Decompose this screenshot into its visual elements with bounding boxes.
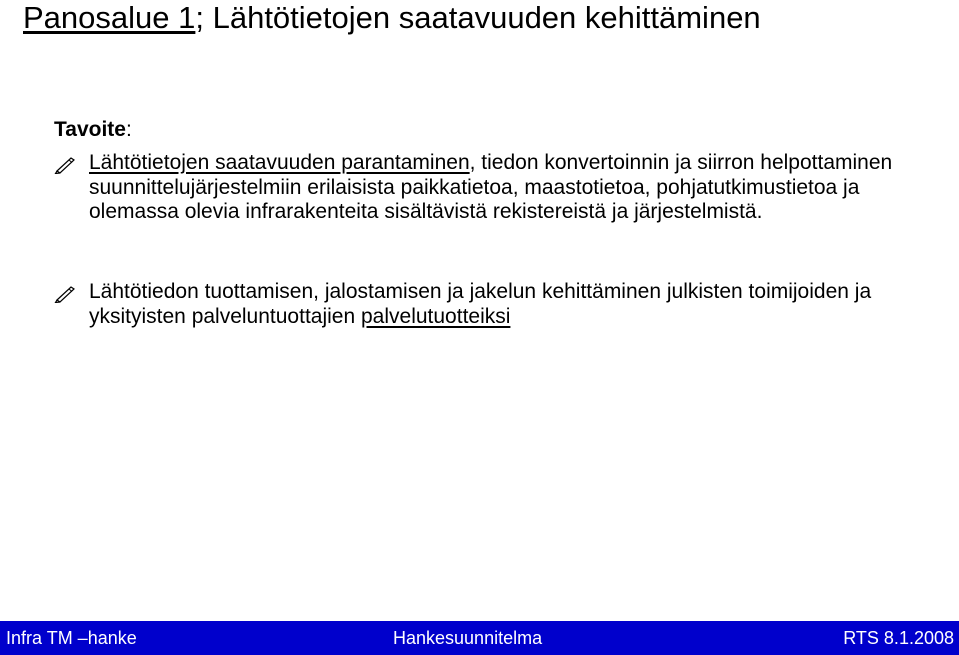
footer-project-name: Infra TM –hanke: [6, 628, 137, 648]
bullet-1-rest: , tiedon konvertoinnin ja siirron helpottaminen suunnittelujärjestelmiin erilaisista paikkatietoa, maastotietoa, pohjatutkimustietoa ja olemassa olevia infrarakenteita sisältävistä rekistereistä ja järjestelmistä.: [89, 151, 893, 223]
title-rest: ; Lähtötietojen saatavuuden kehittäminen: [195, 0, 761, 35]
goal-colon: :: [125, 118, 132, 141]
footer-document-name: Hankesuunnitelma: [393, 628, 543, 648]
pen-bullet-icon: [54, 285, 76, 303]
bullet-2-underlined: palvelutuotteiksi: [361, 304, 511, 328]
slide-title: [23, 0, 761, 36]
pen-bullet-icon: [54, 156, 76, 174]
bullet-item-2: [54, 280, 944, 329]
title-underlined-part: Panosalue 1: [23, 0, 196, 35]
bullet-item-1: [54, 151, 944, 225]
footer-author-date: RTS 8.1.2008: [843, 628, 954, 648]
bullet-1-underlined: Lähtötietojen saatavuuden parantaminen: [89, 151, 470, 174]
goal-heading: [54, 117, 132, 143]
bullet-text-2: [89, 280, 944, 329]
goal-label: Tavoite: [54, 118, 126, 141]
bullet-text-1: [89, 151, 944, 225]
bullet-2-text: Lähtötiedon tuottamisen, jalostamisen ja jakelun kehittäminen julkisten toimijoiden ja yksityisten palveluntuottajien: [89, 280, 872, 328]
footer-bar: [0, 621, 959, 655]
